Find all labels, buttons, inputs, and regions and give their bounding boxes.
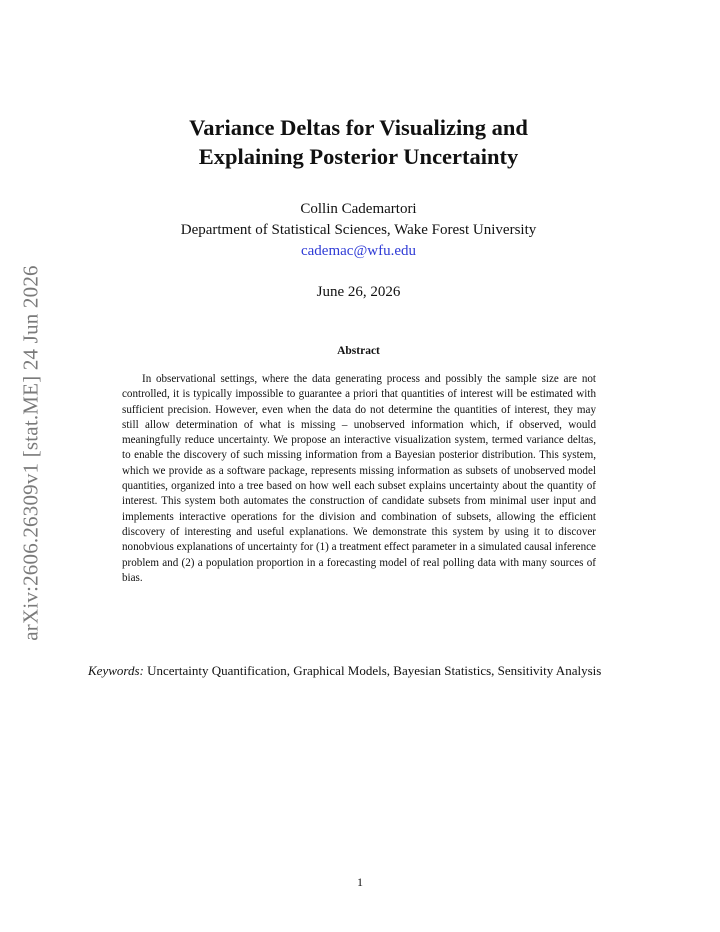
keywords bbox=[88, 663, 633, 680]
title-line-2: Explaining Posterior Uncertainty bbox=[198, 144, 519, 169]
keywords-list: Uncertainty Quantification, Graphical Models, Bayesian Statistics, Sensitivity Analysis bbox=[147, 663, 602, 678]
page-number: 1 bbox=[357, 875, 363, 889]
abstract-body: In observational settings, where the data generating process and possibly the sample size are not controlled, it is typically impossible to guarantee a priori that quantities of interest will be estimated with sufficient precision. However, even when the data do not determine the quantities of interest, they may still allow determination of what is missing – unobserved information which, if observed, would meaningfully reduce uncertainty. We propose an interactive visualization system, termed variance deltas, to enable the discovery of such missing information from a Bayesian posterior distribution. This system, which we provide as a software package, represents missing information as subsets of unobserved model quantities, organized into a tree based on how well each subset explains uncertainty about the quantity of interest. This system both automates the construction of candidate subsets from minimal user input and implements interactive operations for the division and combination of subsets, allowing the efficient discovery of interesting and useful explanations. We demonstrate this system by using it to discover nonobvious explanations of uncertainty for (1) a treatment effect parameter in a simulated causal inference problem and (2) a population proportion in a forecasting model of real polling data with many sources of bias. bbox=[122, 373, 596, 584]
author-affiliation: Department of Statistical Sciences, Wake Forest University bbox=[180, 222, 537, 238]
abstract-heading: Abstract bbox=[337, 345, 380, 357]
paper-title bbox=[88, 113, 629, 171]
author-email-link[interactable]: cademac@wfu.edu bbox=[300, 243, 416, 259]
keywords-label: Keywords: bbox=[88, 663, 144, 678]
arxiv-identifier bbox=[18, 255, 44, 650]
arxiv-identifier-text: arXiv:2606.26309v1 [stat.ME] 24 Jun 2026 bbox=[18, 264, 43, 641]
title-line-1: Variance Deltas for Visualizing and bbox=[189, 115, 528, 140]
author-block bbox=[88, 199, 629, 262]
paper-date: June 26, 2026 bbox=[316, 284, 401, 300]
author-name: Collin Cademartori bbox=[300, 201, 417, 217]
